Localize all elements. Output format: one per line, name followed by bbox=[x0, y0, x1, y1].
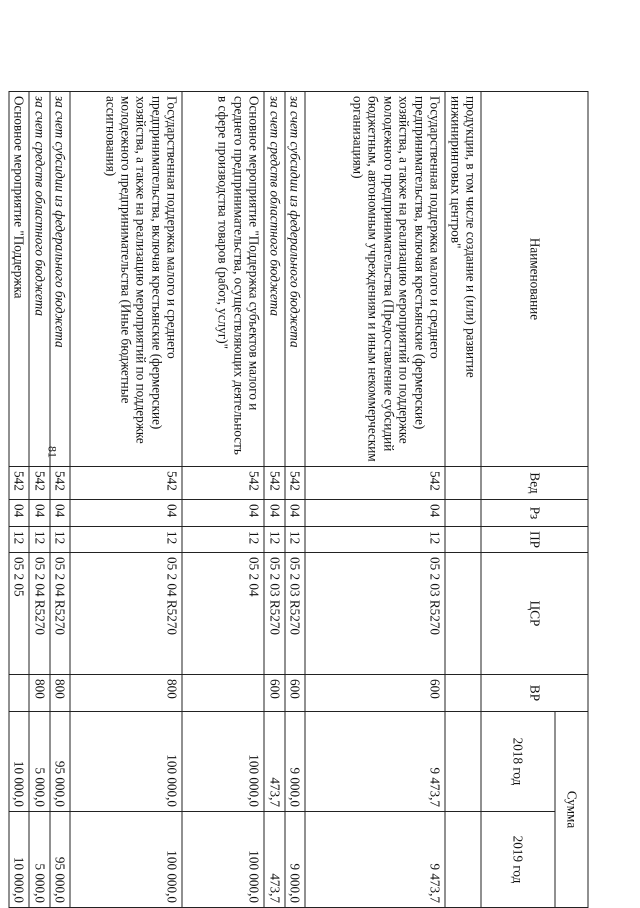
row-csr: 05 2 05 bbox=[9, 553, 29, 675]
row-csr: 05 2 04 bbox=[182, 553, 264, 675]
row-rz bbox=[445, 500, 481, 527]
row-rz: 04 bbox=[305, 500, 445, 527]
table-row bbox=[29, 92, 49, 908]
row-2018: 473,7 bbox=[264, 712, 284, 812]
header-sum: Сумма bbox=[555, 712, 588, 908]
table-row bbox=[9, 92, 29, 908]
row-2018: 10 000,0 bbox=[9, 712, 29, 812]
row-2019: 9 000,0 bbox=[285, 812, 305, 908]
row-2019: 9 473,7 bbox=[305, 812, 445, 908]
row-vr: 600 bbox=[285, 675, 305, 712]
row-ved: 542 bbox=[264, 467, 284, 500]
header-year-2018: 2018 год bbox=[481, 712, 555, 812]
row-vr bbox=[182, 675, 264, 712]
row-name: продукции, в том числе создание и (или) развитие инжиниринговых центров" bbox=[445, 92, 481, 467]
row-ved: 542 bbox=[50, 467, 70, 500]
row-csr: 05 2 03 R5270 bbox=[264, 553, 284, 675]
row-rz: 04 bbox=[285, 500, 305, 527]
row-2019 bbox=[445, 812, 481, 908]
row-vr: 800 bbox=[29, 675, 49, 712]
row-name: за счет средств областного бюджета bbox=[29, 92, 49, 467]
row-pr: 12 bbox=[264, 527, 284, 553]
table-body bbox=[9, 92, 481, 908]
row-2018: 9 000,0 bbox=[285, 712, 305, 812]
row-2018: 100 000,0 bbox=[70, 712, 182, 812]
row-pr: 12 bbox=[50, 527, 70, 553]
table-row bbox=[305, 92, 445, 908]
table-row bbox=[445, 92, 481, 908]
row-pr: 12 bbox=[70, 527, 182, 553]
row-2018 bbox=[445, 712, 481, 812]
row-csr bbox=[445, 553, 481, 675]
table-row bbox=[285, 92, 305, 908]
row-2019: 10 000,0 bbox=[9, 812, 29, 908]
row-vr: 600 bbox=[305, 675, 445, 712]
row-2019: 100 000,0 bbox=[70, 812, 182, 908]
row-pr: 12 bbox=[29, 527, 49, 553]
row-vr: 800 bbox=[50, 675, 70, 712]
row-ved bbox=[445, 467, 481, 500]
table-row bbox=[50, 92, 70, 908]
row-ved: 542 bbox=[9, 467, 29, 500]
row-csr: 05 2 03 R5270 bbox=[305, 553, 445, 675]
header-name: Наименование bbox=[481, 92, 588, 467]
row-pr: 12 bbox=[9, 527, 29, 553]
row-name: Государственная поддержка малого и среднего предпринимательства, включая крестьянские (фермерские) хозяйства, а также на реализацию мероприятий по поддержке молодежного предпринимательства (Предоставление субсидий бюджетным, автономным учреждениям и иным некоммерческим организациям) bbox=[305, 92, 445, 467]
row-pr: 12 bbox=[182, 527, 264, 553]
row-ved: 542 bbox=[305, 467, 445, 500]
row-name: Основное мероприятие "Поддержка bbox=[9, 92, 29, 467]
row-pr bbox=[445, 527, 481, 553]
table-row bbox=[70, 92, 182, 908]
row-ved: 542 bbox=[29, 467, 49, 500]
header-ved: Вед bbox=[481, 467, 588, 500]
header-rz: Рз bbox=[481, 500, 588, 527]
row-name: Государственная поддержка малого и среднего предпринимательства, включая крестьянские (фермерские) хозяйства, а также на реализацию мероприятий по поддержке молодежного предпринимательства (Иные бюджетные ассигнования) bbox=[70, 92, 182, 467]
header-year-2019: 2019 год bbox=[481, 812, 555, 908]
row-2019: 100 000,0 bbox=[182, 812, 264, 908]
row-2018: 100 000,0 bbox=[182, 712, 264, 812]
row-rz: 04 bbox=[70, 500, 182, 527]
row-csr: 05 2 04 R5270 bbox=[50, 553, 70, 675]
row-rz: 04 bbox=[9, 500, 29, 527]
row-name: за счет средств областного бюджета bbox=[264, 92, 284, 467]
row-vr: 800 bbox=[70, 675, 182, 712]
table-row bbox=[182, 92, 264, 908]
row-csr: 05 2 04 R5270 bbox=[70, 553, 182, 675]
row-csr: 05 2 03 R5270 bbox=[285, 553, 305, 675]
row-2019: 5 000,0 bbox=[29, 812, 49, 908]
row-2018: 5 000,0 bbox=[29, 712, 49, 812]
table-row bbox=[264, 92, 284, 908]
header-csr: ЦСР bbox=[481, 553, 588, 675]
row-ved: 542 bbox=[182, 467, 264, 500]
page-number: 81 bbox=[45, 446, 60, 458]
header-pr: ПР bbox=[481, 527, 588, 553]
header-vr: ВР bbox=[481, 675, 588, 712]
row-rz: 04 bbox=[182, 500, 264, 527]
row-vr bbox=[445, 675, 481, 712]
row-rz: 04 bbox=[264, 500, 284, 527]
row-2019: 473,7 bbox=[264, 812, 284, 908]
row-ved: 542 bbox=[70, 467, 182, 500]
row-2018: 9 473,7 bbox=[305, 712, 445, 812]
budget-table bbox=[8, 91, 588, 908]
row-pr: 12 bbox=[305, 527, 445, 553]
row-vr bbox=[9, 675, 29, 712]
row-rz: 04 bbox=[50, 500, 70, 527]
row-vr: 600 bbox=[264, 675, 284, 712]
row-2019: 95 000,0 bbox=[50, 812, 70, 908]
row-rz: 04 bbox=[29, 500, 49, 527]
row-ved: 542 bbox=[285, 467, 305, 500]
row-2018: 95 000,0 bbox=[50, 712, 70, 812]
row-name: Основное мероприятие "Поддержка субъектов малого и среднего предпринимательства, осуществляющих деятельность в сфере производства товаров (работ, услуг)" bbox=[182, 92, 264, 467]
row-name: за счет субсидии из федерального бюджета bbox=[50, 92, 70, 467]
row-name: за счет субсидии из федерального бюджета bbox=[285, 92, 305, 467]
row-csr: 05 2 04 R5270 bbox=[29, 553, 49, 675]
row-pr: 12 bbox=[285, 527, 305, 553]
